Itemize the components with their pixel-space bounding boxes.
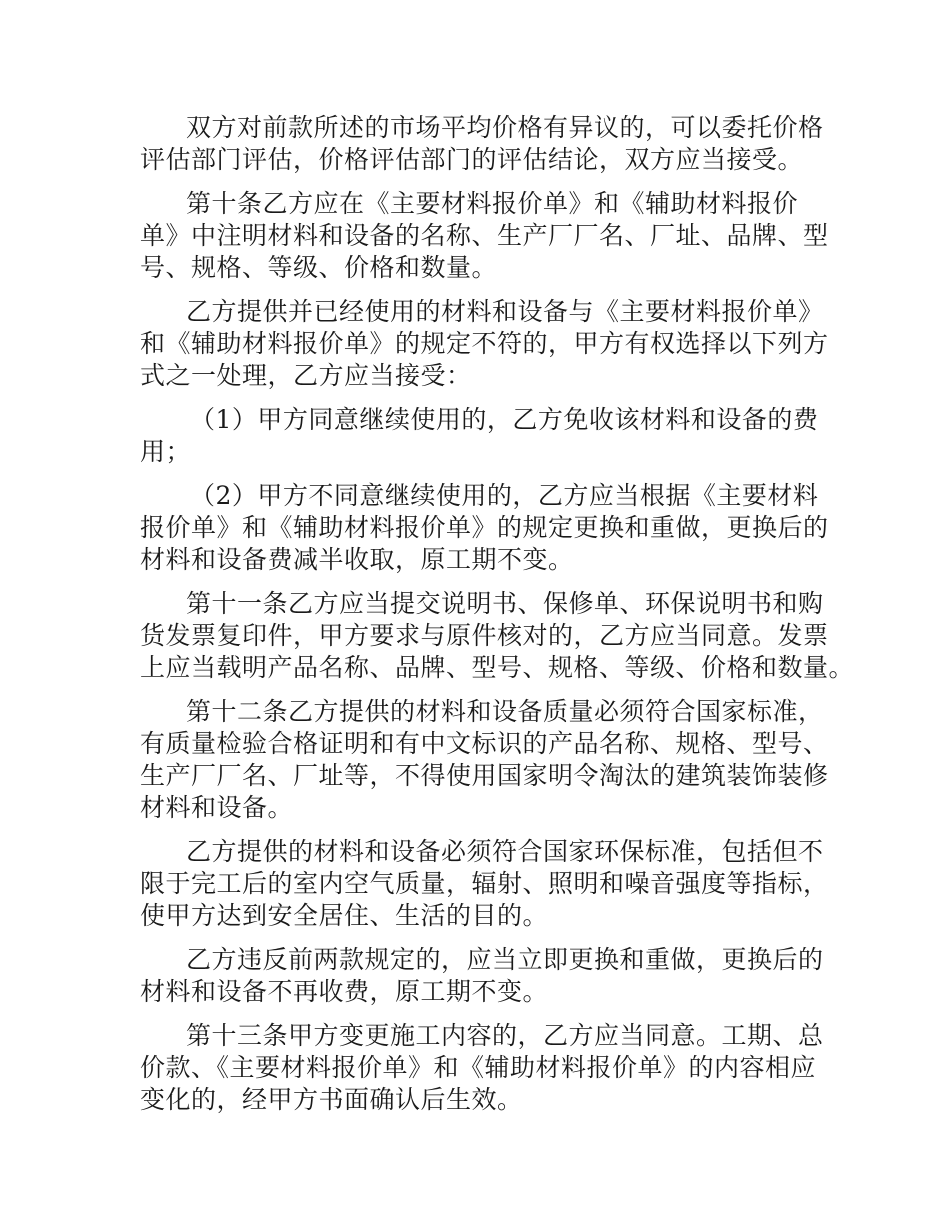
paragraph-line: 乙方提供并已经使用的材料和设备与《主要材料报价单》 [186, 297, 824, 326]
paragraph-line: 和《辅助材料报价单》的规定不符的，甲方有权选择以下列方 [140, 329, 829, 358]
paragraph-line: 乙方提供的材料和设备必须符合国家环保标准，包括但不 [186, 837, 824, 866]
paragraph-line: 双方对前款所述的市场平均价格有异议的，可以委托价格 [186, 113, 824, 142]
paragraph-line: （1）甲方同意继续使用的，乙方免收该材料和设备的费 [190, 405, 819, 434]
paragraph-nonconforming-materials [140, 296, 840, 392]
paragraph-line: （2）甲方不同意继续使用的，乙方应当根据《主要材料 [190, 481, 819, 510]
paragraph-article-11 [140, 588, 855, 684]
paragraph-line: 有质量检验合格证明和有中文标识的产品名称、规格、型号、 [140, 729, 829, 758]
paragraph-article-12 [140, 696, 840, 824]
list-item-option-2 [140, 480, 840, 576]
paragraph-line: 单》中注明材料和设备的名称、生产厂厂名、厂址、品牌、型 [140, 221, 829, 250]
paragraph-violation-remedy [140, 944, 840, 1008]
paragraph-environmental-standards [140, 836, 840, 932]
paragraph-line: 变化的，经甲方书面确认后生效。 [140, 1085, 523, 1114]
paragraph-line: 材料和设备不再收费，原工期不变。 [140, 977, 549, 1006]
paragraph-line: 第十二条乙方提供的材料和设备质量必须符合国家标准， [186, 697, 824, 726]
paragraph-line: 评估部门评估，价格评估部门的评估结论，双方应当接受。 [140, 145, 804, 174]
paragraph-price-dispute [140, 112, 840, 176]
paragraph-line: 乙方违反前两款规定的，应当立即更换和重做，更换后的 [186, 945, 824, 974]
paragraph-article-10 [140, 188, 840, 284]
paragraph-line: 报价单》和《辅助材料报价单》的规定更换和重做，更换后的 [140, 513, 829, 542]
paragraph-line: 生产厂厂名、厂址等，不得使用国家明令淘汰的建筑装饰装修 [140, 761, 829, 790]
paragraph-line: 材料和设备费减半收取，原工期不变。 [140, 545, 574, 574]
paragraph-line: 用； [140, 437, 192, 466]
paragraph-line: 上应当载明产品名称、品牌、型号、规格、等级、价格和数量。 [140, 653, 855, 682]
paragraph-line: 号、规格、等级、价格和数量。 [140, 253, 498, 282]
paragraph-line: 第十条乙方应在《主要材料报价单》和《辅助材料报价 [186, 189, 799, 218]
paragraph-line: 式之一处理，乙方应当接受： [140, 361, 472, 390]
paragraph-line: 限于完工后的室内空气质量，辐射、照明和噪音强度等指标， [140, 869, 829, 898]
paragraph-line: 材料和设备。 [140, 793, 294, 822]
paragraph-line: 第十三条甲方变更施工内容的，乙方应当同意。工期、总 [186, 1021, 824, 1050]
list-item-option-1 [140, 404, 840, 468]
paragraph-article-13 [140, 1020, 840, 1116]
paragraph-line: 价款、《主要材料报价单》和《辅助材料报价单》的内容相应 [140, 1053, 817, 1082]
document-body [140, 112, 855, 1128]
paragraph-line: 使甲方达到安全居住、生活的目的。 [140, 901, 549, 930]
paragraph-line: 第十一条乙方应当提交说明书、保修单、环保说明书和购 [186, 589, 824, 618]
paragraph-line: 货发票复印件，甲方要求与原件核对的，乙方应当同意。发票 [140, 621, 829, 650]
